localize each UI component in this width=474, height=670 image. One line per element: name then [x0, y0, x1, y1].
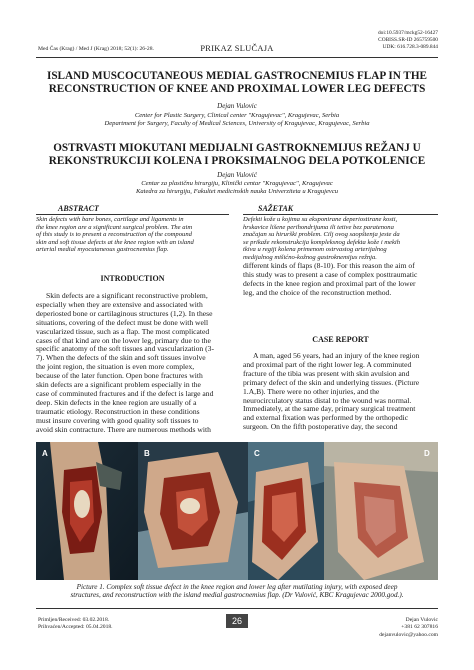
- affiliation-english: Center for Plastic Surgery, Clinical center "Kragujevac", Kragujevac, Serbia Department for Surgery, Faculty of Medical Sciences, University of Kragujevac, Kragujevac, Serbia: [104, 112, 370, 128]
- title-english: ISLAND MUSCOCUTANEOUS MEDIAL GASTROCNEMIUS FLAP IN THE RECONSTRUCTION OF KNEE AND PROXIMAL LOWER LEG DEFECTS: [46, 70, 428, 95]
- article-identifiers: [378, 30, 438, 51]
- accepted-date: Prihvaćen/Accepted: 05.04.2018.: [38, 624, 113, 631]
- doi-text[interactable]: doi:10.5937/mckg52-16427: [377, 30, 438, 36]
- wound-photo-b: [138, 442, 248, 580]
- wound-photo-a: [36, 442, 138, 580]
- figure-panel-d: [324, 442, 438, 580]
- contact-email[interactable]: dejanvulovic@yahoo.com: [379, 631, 438, 638]
- abstract-heading: ABSTRACT: [58, 204, 99, 213]
- author-serbian: Dejan Vulović: [217, 171, 257, 179]
- sazetak-text: Defekti kože u kojima su eksponirane deperiostirane kosti, hrskavice lišene perihondrijuma ili tetive bez paratenona značajan su hirurški problem. Cilj ovog saopštenja jeste da se prikaže rekonstrukcija kompleksnog defekta kože i mekih tkiva u regiji kolena primenom ostrvastog arterijalnog medijalnog mišićno-kožnog gastroknemijus režnja.: [243, 216, 401, 261]
- figure-caption: Picture 1. Complex soft tissue defect in the knee region and lower leg after mutilating injury, with exposed deep structures, and reconstruction with the island medial gastrocnemius flap. (Dr Vulović, KBC Kragujevac 2000.god.).: [70, 583, 404, 600]
- wound-photo-d: [324, 442, 438, 580]
- sazetak-heading: SAŽETAK: [258, 204, 294, 213]
- abstract-text: Skin defects with bare bones, cartilage and ligaments in the knee region are a significant surgical problem. The aim of this study is to present a reconstruction of the compound skin and soft tissue defects at the knee region with an island arterial medial myocutaneous gastrocnemius flap.: [36, 216, 194, 254]
- dates: [38, 617, 113, 632]
- page-number: 26: [226, 614, 248, 628]
- case-report-text: A man, aged 56 years, had an injury of the knee region and proximal part of the right lower leg. A comminuted fracture of the tibia was present with skin avulsion and primary defect of the skin and underlying tissues. (Picture 1.A,B). There were no other injuries, and the neurocirculatory status distal to the wound was normal. Immediately, at the same day, primary surgical treatment and external fixation was performed by the orthopedic surgeon. On the fifth postoperative day, the second: [243, 351, 420, 432]
- panel-label-d: D: [424, 449, 430, 458]
- figure-panel-c: [248, 442, 324, 580]
- affiliation-serbian: Centar za plastičnu hirurgiju, Klinički centar "Kragujevac", Kragujevac Katedra za hirurgiju, Fakultet medicinskih nauka Univerziteta u Kragujevcu: [135, 180, 339, 196]
- received-date: Primljen/Received: 03.02.2018.: [38, 617, 110, 623]
- abstract-rule: [36, 214, 229, 215]
- contact-phone: +381 62 307816: [401, 624, 438, 631]
- footer-rule: [36, 608, 438, 609]
- figure-panel-a: [36, 442, 138, 580]
- header-rule: [36, 57, 438, 58]
- introduction-continued-text: different kinds of flaps (8-10). For this reason the aim of this study was to present a case of complex posttraumatic defects in the knee region and proximal part of the lower leg, and the choice of the reconstruction method.: [243, 261, 418, 297]
- title-serbian: OSTRVASTI MIOKUTANI MEDIJALNI GASTROKNEMIJUS REŽANJ U REKONSTRUKCIJI KOLENA I PROKSIMALNOG DELA POTKOLENICE: [48, 142, 426, 167]
- panel-label-a: A: [42, 449, 48, 458]
- introduction-text: Skin defects are a significant reconstructive problem, especially when they are extensive and associated with deperiosted bone or cartilaginous structures (1,2). In these situations, covering of the defect must be done with well vascularized tissue, such as a flap. The most complicated cases of that kind are on the lower leg, primary due to the specific anatomy of the soft tissues and vascularization (3- 7). When the defects of the skin and soft tissues involve the joint region, the situation is even more complex, because of the later function. Open bone fractures with skin defects are a significant problem especially in the case of comminuted fractures and if the defect is large and deep. Skin defects in the knee region are usually of a traumatic etiology. Reconstruction in these conditions must insure covering with good quality soft tissues to avoid skin contracture. There are numerous methods with: [36, 291, 214, 434]
- panel-label-c: C: [254, 449, 260, 458]
- introduction-heading: INTRODUCTION: [100, 274, 165, 283]
- author-english: Dejan Vulovic: [217, 102, 257, 110]
- wound-photo-c: [248, 442, 324, 580]
- case-report-heading: CASE REPORT: [312, 335, 369, 344]
- author-contact: [379, 617, 438, 639]
- udk-text: UDK: 616.728.3-089.844: [382, 44, 438, 50]
- section-label: PRIKAZ SLUČAJA: [200, 44, 274, 53]
- cobiss-text: COBISS.SR-ID 265759500: [378, 37, 438, 43]
- figure-panel-b: [138, 442, 248, 580]
- contact-name: Dejan Vulovic: [405, 617, 438, 623]
- panel-label-b: B: [144, 449, 150, 458]
- journal-reference: Med Čas (Krag) / Med J (Krag) 2018; 52(1): 26-28.: [38, 46, 154, 52]
- sazetak-rule: [243, 214, 438, 215]
